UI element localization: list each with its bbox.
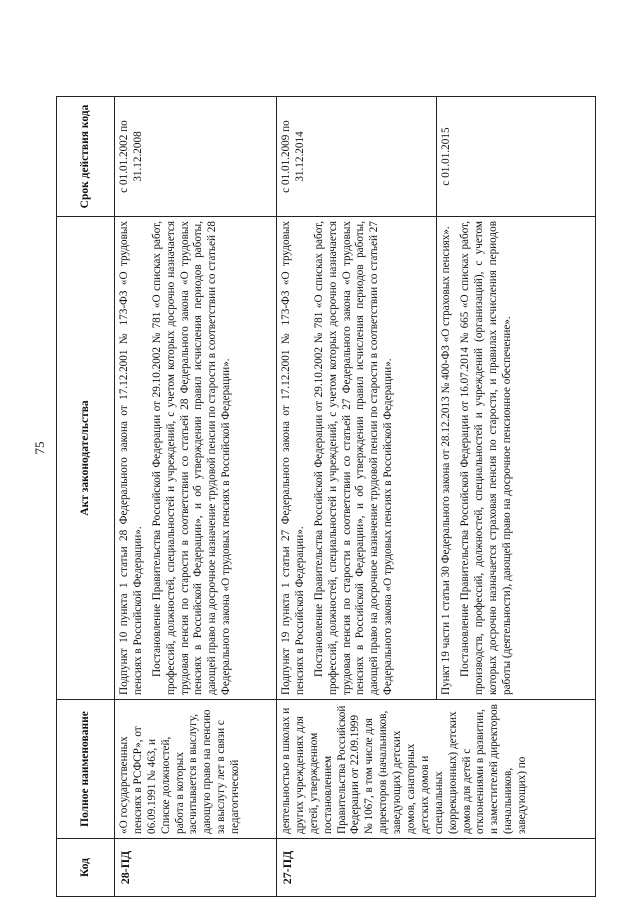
act-paragraph: Постановление Правительства Российской Федерации от 16.07.2014 № 665 «О списках работ, производств, профессий, должностей, специальностей и учреждений (организаций), с учетом которых досрочно назначается страховая пенсия по старости, и правилах исчисления периодов работы (деятельности), дающей право на досрочное пенсионное обеспечение». xyxy=(458,221,513,695)
row-act xyxy=(437,217,596,700)
act-paragraph: Постановление Правительства Российской Федерации от 29.10.2002 № 781 «О списках работ, профессий, должностей, специальностей и учреждений, с учетом которых досрочно назначается трудовая пенсия по старости в соответствии со статьей 28 Федерального закона «О трудовых пенсиях в Российской Федерации», и об утверждении правил исчисления периодов работы, дающей право на досрочное назначение трудовой пенсии по старости в соответствии со статьей 28 Федерального закона «О трудовых пенсиях в Российской Федерации». xyxy=(150,221,233,695)
row-act xyxy=(115,217,277,700)
header-full-name: Полное наименование xyxy=(57,700,115,839)
row-full-name: «О государственных пенсиях в РСФСР», от 06.09.1991 № 463, и Списке должностей, работа в которых засчитывается в выслугу, дающую право на пенсию за выслугу лет в связи с педагогической xyxy=(115,700,277,839)
header-act: Акт законодательства xyxy=(57,217,115,700)
act-paragraph: Подпункт 10 пункта 1 статьи 28 Федерального закона от 17.12.2001 № 173-ФЗ «О трудовых пенсиях в Российской Федерации». xyxy=(118,221,144,695)
act-paragraph: Постановление Правительства Российской Федерации от 29.10.2002 № 781 «О списках работ, профессий, должностей, специальностей и учреждений, с учетом которых досрочно назначается трудовая пенсия по старости в соответствии со статьей 27 Федерального закона «О трудовых пенсиях в Российской Федерации», и об утверждении правил исчисления периодов работы, дающей право на досрочное назначение трудовой пенсии по старости в соответствии со статьей 27 Федерального закона «О трудовых пенсиях в Российской Федерации». xyxy=(312,221,395,695)
act-paragraph: Пункт 19 части 1 статьи 30 Федерального закона от 28.12.2013 № 400-ФЗ «О страховых пенсиях». xyxy=(440,226,452,695)
table-header-row xyxy=(57,97,115,897)
table-row xyxy=(115,97,277,897)
header-code: Код xyxy=(57,839,115,897)
table-row xyxy=(277,97,437,897)
row-act xyxy=(277,217,437,700)
act-paragraph: Подпункт 19 пункта 1 статьи 27 Федерального закона от 17.12.2001 № 173-ФЗ «О трудовых пенсиях в Российской Федерации». xyxy=(280,221,306,695)
row-validity: с 01.01.2002 по 31.12.2008 xyxy=(115,97,277,217)
row-code: 27-ПД xyxy=(277,839,596,897)
row-validity: с 01.01.2009 по 31.12.2014 xyxy=(277,97,437,217)
row-code: 28-ПД xyxy=(115,839,277,897)
codes-table xyxy=(56,96,596,897)
header-validity: Срок действия кода xyxy=(57,97,115,217)
row-validity: с 01.01.2015 xyxy=(437,97,596,217)
page-number: 75 xyxy=(32,441,47,455)
rotated-sheet xyxy=(56,97,596,897)
row-full-name: деятельностью в школах и других учреждениях для детей, утвержденном постановлением Правительства Российской Федерации от 22.09.1999 № 1067, в том числе для директоров (начальников, заведующих) детских домов, санаторных детских домов и специальных (коррекционных) детских домов для детей с отклонениями в развитии, и заместителей директоров (начальников, заведующих) по xyxy=(277,700,596,839)
